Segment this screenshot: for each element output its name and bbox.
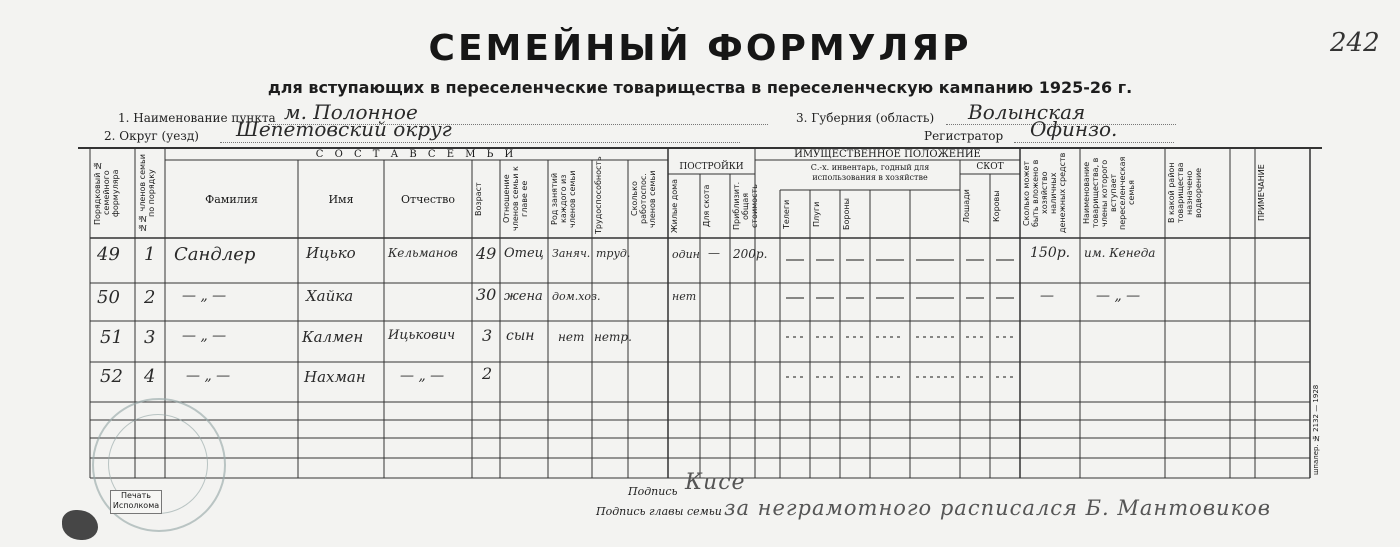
header-cattle-sheds: Для скота xyxy=(702,184,711,228)
signature-label: Подпись xyxy=(628,485,678,498)
cell-name: Калмен xyxy=(302,328,364,346)
cell-form-no: 49 xyxy=(97,244,120,265)
print-mark: шпалер. № 2132 — 1928 xyxy=(1312,384,1320,475)
cell-member-no: 2 xyxy=(144,287,156,308)
cell-houses: один xyxy=(672,248,700,261)
seal-box-text: Печать Исполкома xyxy=(110,490,162,514)
cell-savings: — xyxy=(1040,288,1054,304)
cell-name: Ицько xyxy=(306,244,356,262)
archive-number: 242 xyxy=(1330,28,1380,58)
header-horses: Лошади xyxy=(962,189,971,223)
group-property: ИМУЩЕСТВЕННОЕ ПОЛОЖЕНИЕ xyxy=(794,149,981,160)
header-relation: Отношение членов семьи к главе ее xyxy=(502,166,529,232)
head-signature-label: Подпись главы семьи xyxy=(596,505,722,518)
registrar-value: Офинзо. xyxy=(1030,117,1118,141)
cell-relation: жена xyxy=(504,289,543,304)
cell-surname: — „ — xyxy=(186,368,231,384)
cell-age: 3 xyxy=(482,326,493,345)
header-value: Приблизит. общая стоимость xyxy=(732,181,759,231)
cell-occupation: Заняч. xyxy=(552,247,591,260)
cell-partnership: — „ — xyxy=(1096,288,1141,304)
cell-name: Хайка xyxy=(306,287,354,305)
header-cows: Коровы xyxy=(992,190,1001,222)
group-livestock: СКОТ xyxy=(976,162,1004,172)
cell-name: Нахман xyxy=(304,368,366,386)
signature-value: Кисе xyxy=(685,470,746,495)
cell-form-no: 51 xyxy=(100,327,123,348)
form-subtitle: для вступающих в переселенческие товарищества в переселенческую кампанию 1925-26 г. xyxy=(267,78,1133,97)
header-surname: Фамилия xyxy=(205,193,258,206)
registrar-label: Регистратор xyxy=(924,129,1004,143)
cell-occupation: дом.хоз. xyxy=(552,290,601,303)
cell-relation: Отец xyxy=(504,246,544,261)
province-label: 3. Губерния (область) xyxy=(796,111,935,125)
settlement-label: 1. Наименование пункта xyxy=(118,111,276,125)
cell-age: 2 xyxy=(482,364,493,383)
cell-member-no: 1 xyxy=(144,244,156,265)
header-occupation: Род занятий каждого из членов семьи xyxy=(550,170,577,228)
head-signature-value: за неграмотного расписался Б. Мантовиков xyxy=(724,496,1271,520)
cell-surname: Сандлер xyxy=(174,244,256,265)
header-name: Имя xyxy=(328,193,354,206)
header-patronymic: Отчество xyxy=(401,193,455,206)
group-inventory: С.-х. инвентарь, годный для использования в хозяйстве xyxy=(810,163,930,182)
cell-surname: — „ — xyxy=(182,288,227,304)
cell-cattle: — xyxy=(708,246,720,260)
cell-member-no: 3 xyxy=(144,327,156,348)
cell-member-no: 4 xyxy=(144,366,156,387)
settlement-value: м. Полонное xyxy=(284,100,418,124)
cell-value: 200р. xyxy=(733,247,768,261)
header-age: Возраст xyxy=(474,182,483,216)
header-member-no: №№ членов семьи по порядку xyxy=(138,154,156,232)
district-value: Шепетовский округ xyxy=(236,117,452,141)
cell-surname: — „ — xyxy=(182,328,227,344)
header-houses: Жилые дома xyxy=(670,178,679,234)
cell-occupation: нет xyxy=(558,330,585,344)
province-value: Волынская xyxy=(968,100,1086,124)
form-title: СЕМЕЙНЫЙ ФОРМУЛЯР xyxy=(428,28,972,69)
header-harrows: Бороны xyxy=(842,198,851,230)
cell-savings: 150р. xyxy=(1030,245,1071,261)
cell-houses: нет xyxy=(672,290,697,303)
header-region: В какой район товарищества назначено водворение xyxy=(1167,162,1203,224)
cell-patronymic: Кельманов xyxy=(388,246,458,260)
cell-age: 30 xyxy=(476,285,497,304)
cell-age: 49 xyxy=(476,244,497,263)
header-carts: Телеги xyxy=(782,199,791,229)
cell-partnership: им. Кенеда xyxy=(1084,246,1156,260)
header-ability: Трудоспособность xyxy=(594,156,603,234)
cell-relation: сын xyxy=(506,328,535,344)
district-label: 2. Округ (уезд) xyxy=(104,129,199,143)
group-buildings: ПОСТРОЙКИ xyxy=(679,162,744,172)
header-partnership: Наименование товарищества, в члены которого вступает переселенческая семья xyxy=(1082,156,1136,230)
header-workers: Сколько работоспос. членов семьи xyxy=(630,170,657,228)
group-family: С О С Т А В С Е М Ь И xyxy=(315,149,518,160)
cell-ability: труд. xyxy=(596,247,631,260)
header-form-no: Порядковый № семейного формуляра xyxy=(93,161,120,225)
cell-patronymic: — „ — xyxy=(400,368,445,384)
header-savings: Сколько может быть вложено в хозяйство наличных денежных средств xyxy=(1022,152,1067,234)
header-notes: ПРИМЕЧАНИЕ xyxy=(1257,164,1266,222)
cell-patronymic: Ицькович xyxy=(388,328,456,343)
cell-form-no: 50 xyxy=(97,287,120,308)
header-ploughs: Плуги xyxy=(812,201,821,227)
cell-form-no: 52 xyxy=(100,366,123,387)
cell-ability: нетр. xyxy=(594,330,632,344)
